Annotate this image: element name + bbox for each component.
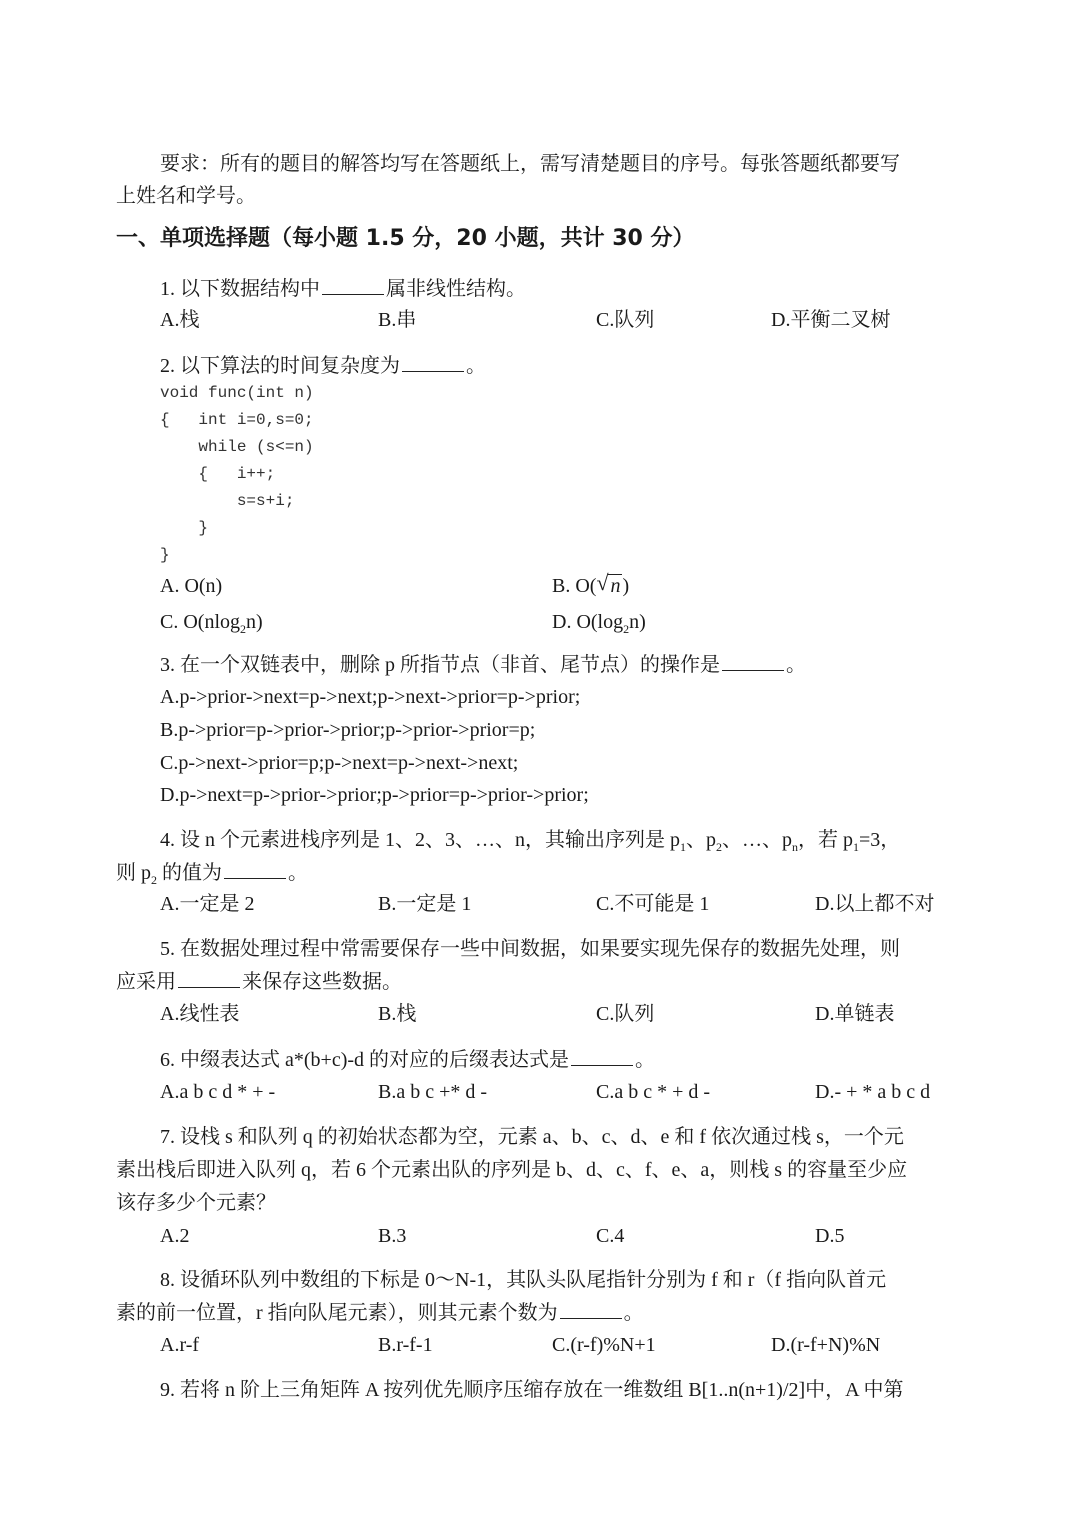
q4-text: ，若 p bbox=[798, 829, 853, 851]
q3-text-end: 。 bbox=[786, 654, 806, 676]
requirement-line-2: 上姓名和学号。 bbox=[116, 185, 256, 207]
code-line: } bbox=[160, 546, 170, 564]
q4-text: 则 p bbox=[116, 862, 151, 884]
question-3 bbox=[160, 650, 806, 679]
requirement-text-1: 所有的题目的解答均写在答题纸上，需写清楚题目的序号。每张答题纸都要写 bbox=[220, 153, 900, 175]
q1-option-d: D.平衡二叉树 bbox=[771, 309, 891, 331]
q1-option-a: A.栈 bbox=[160, 309, 200, 331]
q8-option-a: A.r-f bbox=[160, 1334, 200, 1356]
q1-option-c: C.队列 bbox=[596, 309, 655, 331]
q1-text: 1. 以下数据结构中 bbox=[160, 278, 320, 300]
q5-text-end: 来保存这些数据。 bbox=[242, 971, 402, 993]
q4-option-a: A.一定是 2 bbox=[160, 893, 255, 915]
code-line: } bbox=[160, 519, 209, 537]
question-5-line-2 bbox=[116, 967, 402, 996]
q4-option-c: C.不可能是 1 bbox=[596, 893, 710, 915]
sqrt-symbol: √ n bbox=[596, 570, 621, 597]
q2-option-b-text: B. O( bbox=[552, 575, 597, 597]
q5-option-b: B.栈 bbox=[378, 1003, 417, 1025]
q2-option-c-end: n) bbox=[246, 611, 263, 633]
q3-option-b: B.p->prior=p->prior->prior;p->prior->prior=p; bbox=[160, 719, 536, 741]
q3-option-d: D.p->next=p->prior->prior;p->prior=p->prior->prior; bbox=[160, 784, 589, 806]
question-7-line-2: 素出栈后即进入队列 q，若 6 个元素出队的序列是 b、d、c、f、e、a，则栈 s 的容量至少应 bbox=[116, 1159, 908, 1181]
q3-text: 3. 在一个双链表中，删除 p 所指节点（非首、尾节点）的操作是 bbox=[160, 654, 720, 676]
q2-text: 2. 以下算法的时间复杂度为 bbox=[160, 355, 400, 377]
q7-option-c: C.4 bbox=[596, 1225, 625, 1247]
answer-blank bbox=[571, 1045, 633, 1066]
code-line: s=s+i; bbox=[160, 492, 295, 510]
question-2 bbox=[160, 351, 486, 380]
requirement-line-1 bbox=[160, 150, 900, 178]
section-heading: 一、单项选择题（每小题 1.5 分，20 小题，共计 30 分） bbox=[116, 226, 695, 251]
q2-option-c-text: C. O(nlog bbox=[160, 611, 240, 633]
question-9-line-1: 9. 若将 n 阶上三角矩阵 A 按列优先顺序压缩存放在一维数组 B[1..n(n+1)/2]中，A 中第 bbox=[160, 1379, 904, 1401]
sqrt-radicand: n bbox=[610, 575, 621, 597]
code-line: { i++; bbox=[160, 465, 276, 483]
q3-option-a: A.p->prior->next=p->next;p->next->prior=p->prior; bbox=[160, 686, 581, 708]
q5-option-a: A.线性表 bbox=[160, 1003, 240, 1025]
subscript: 1 bbox=[680, 840, 686, 854]
subscript: 1 bbox=[853, 840, 859, 854]
question-7-line-1: 7. 设栈 s 和队列 q 的初始状态都为空，元素 a、b、c、d、e 和 f 依次通过栈 s，一个元 bbox=[160, 1126, 904, 1148]
q4-text: 、p bbox=[686, 829, 716, 851]
q7-option-d: D.5 bbox=[815, 1225, 845, 1247]
q6-text: 6. 中缀表达式 a*(b+c)-d 的对应的后缀表达式是 bbox=[160, 1049, 570, 1071]
q8-option-d: D.(r-f+N)%N bbox=[771, 1334, 881, 1356]
q3-option-c: C.p->next->prior=p;p->next=p->next->next; bbox=[160, 752, 519, 774]
answer-blank bbox=[224, 858, 286, 879]
q6-option-d: D.- + * a b c d bbox=[815, 1081, 931, 1103]
q2-option-a: A. O(n) bbox=[160, 575, 223, 597]
answer-blank bbox=[178, 967, 240, 988]
question-8-line-1: 8. 设循环队列中数组的下标是 0～N-1，其队头队尾指针分别为 f 和 r（f 指向队首元 bbox=[160, 1269, 887, 1291]
q4-text: 的值为 bbox=[157, 862, 222, 884]
question-6 bbox=[160, 1045, 655, 1074]
q8-text-end: 。 bbox=[623, 1302, 644, 1324]
subscript: n bbox=[792, 840, 798, 854]
q4-option-d: D.以上都不对 bbox=[815, 893, 935, 915]
q8-text: 素的前一位置，r 指向队尾元素），则其元素个数为 bbox=[116, 1302, 558, 1324]
code-line: { int i=0,s=0; bbox=[160, 411, 314, 429]
question-8-line-2 bbox=[116, 1298, 644, 1327]
q2-option-d-end: n) bbox=[629, 611, 646, 633]
q4-text: 、…、p bbox=[722, 829, 792, 851]
question-5-line-1: 5. 在数据处理过程中常需要保存一些中间数据，如果要实现先保存的数据先处理，则 bbox=[160, 938, 900, 960]
subscript: 2 bbox=[240, 622, 246, 636]
q4-text: =3， bbox=[859, 829, 901, 851]
q2-option-d bbox=[552, 608, 646, 643]
q1-option-b: B.串 bbox=[378, 309, 417, 331]
q2-option-b bbox=[552, 572, 629, 600]
q5-text: 应采用 bbox=[116, 971, 176, 993]
q1-text-end: 属非线性结构。 bbox=[386, 278, 526, 300]
q8-option-b: B.r-f-1 bbox=[378, 1334, 433, 1356]
requirement-label: 要求： bbox=[160, 153, 220, 175]
answer-blank bbox=[322, 274, 384, 295]
q2-text-end: 。 bbox=[466, 355, 486, 377]
q2-option-b-end: ) bbox=[622, 575, 630, 597]
question-1 bbox=[160, 274, 526, 303]
q7-option-b: B.3 bbox=[378, 1225, 407, 1247]
q6-option-c: C.a b c * + d - bbox=[596, 1081, 711, 1103]
question-7-line-3: 该存多少个元素？ bbox=[116, 1192, 276, 1214]
question-4-line-1 bbox=[160, 826, 900, 861]
q2-option-d-text: D. O(log bbox=[552, 611, 624, 633]
q4-text: 4. 设 n 个元素进栈序列是 1、2、3、…、n，其输出序列是 p bbox=[160, 829, 680, 851]
code-line: while (s<=n) bbox=[160, 438, 314, 456]
q5-option-d: D.单链表 bbox=[815, 1003, 895, 1025]
q7-option-a: A.2 bbox=[160, 1225, 190, 1247]
q2-option-c bbox=[160, 608, 263, 643]
q8-option-c: C.(r-f)%N+1 bbox=[552, 1334, 656, 1356]
code-line: void func(int n) bbox=[160, 384, 314, 402]
subscript: 2 bbox=[151, 873, 157, 887]
q5-option-c: C.队列 bbox=[596, 1003, 655, 1025]
answer-blank bbox=[560, 1298, 622, 1319]
q6-option-b: B.a b c +* d - bbox=[378, 1081, 488, 1103]
subscript: 2 bbox=[623, 622, 630, 636]
answer-blank bbox=[722, 650, 784, 671]
q4-text-end: 。 bbox=[288, 862, 308, 884]
q6-text-end: 。 bbox=[635, 1049, 656, 1071]
subscript: 2 bbox=[716, 840, 722, 854]
q4-option-b: B.一定是 1 bbox=[378, 893, 472, 915]
q6-option-a: A.a b c d * + - bbox=[160, 1081, 276, 1103]
question-4-line-2 bbox=[116, 858, 308, 894]
answer-blank bbox=[402, 351, 464, 372]
